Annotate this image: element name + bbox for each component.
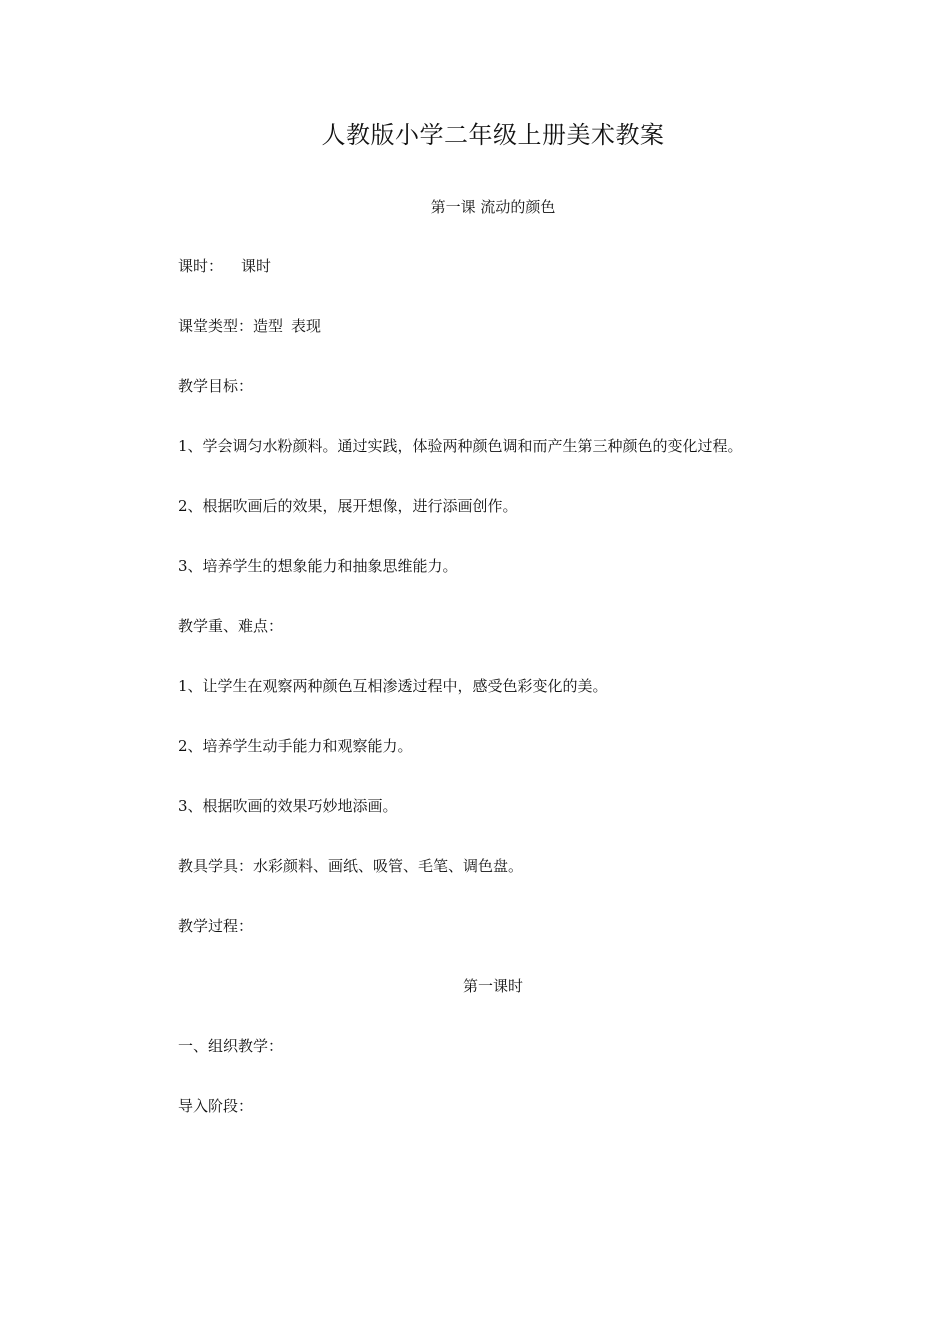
class-hours-line [178, 255, 271, 277]
objectives-heading: 教学目标： [178, 377, 254, 395]
materials-line: 教具学具：水彩颜料、画纸、吸管、毛笔、调色盘。 [178, 857, 524, 875]
class-hours-value: 课时 [241, 257, 272, 275]
class-hours-label: 课时： [178, 257, 224, 275]
objective-item: 2、根据吹画后的效果，展开想像，进行添画创作。 [178, 497, 518, 515]
objective-item: 3、培养学生的想象能力和抽象思维能力。 [178, 557, 458, 575]
objective-item: 1、学会调匀水粉颜料。通过实践，体验两种颜色调和而产生第三种颜色的变化过程。 [178, 437, 743, 455]
lesson-title: 第一课 流动的颜色 [430, 198, 556, 216]
class-type-value-2: 表现 [291, 317, 322, 335]
document-title: 人教版小学二年级上册美术教案 [321, 121, 665, 149]
class-type-line [178, 315, 321, 337]
step-one-heading: 一、组织教学： [178, 1037, 284, 1055]
key-point-item: 1、让学生在观察两种颜色互相渗透过程中，感受色彩变化的美。 [178, 677, 608, 695]
intro-stage-heading: 导入阶段： [178, 1097, 254, 1115]
period-heading: 第一课时 [462, 977, 523, 995]
key-point-item: 2、培养学生动手能力和观察能力。 [178, 737, 413, 755]
key-points-heading: 教学重、难点： [178, 617, 284, 635]
key-point-item: 3、根据吹画的效果巧妙地添画。 [178, 797, 398, 815]
process-heading: 教学过程： [178, 917, 254, 935]
class-type-label: 课堂类型： [178, 317, 254, 335]
class-type-value-1: 造型 [253, 317, 284, 335]
